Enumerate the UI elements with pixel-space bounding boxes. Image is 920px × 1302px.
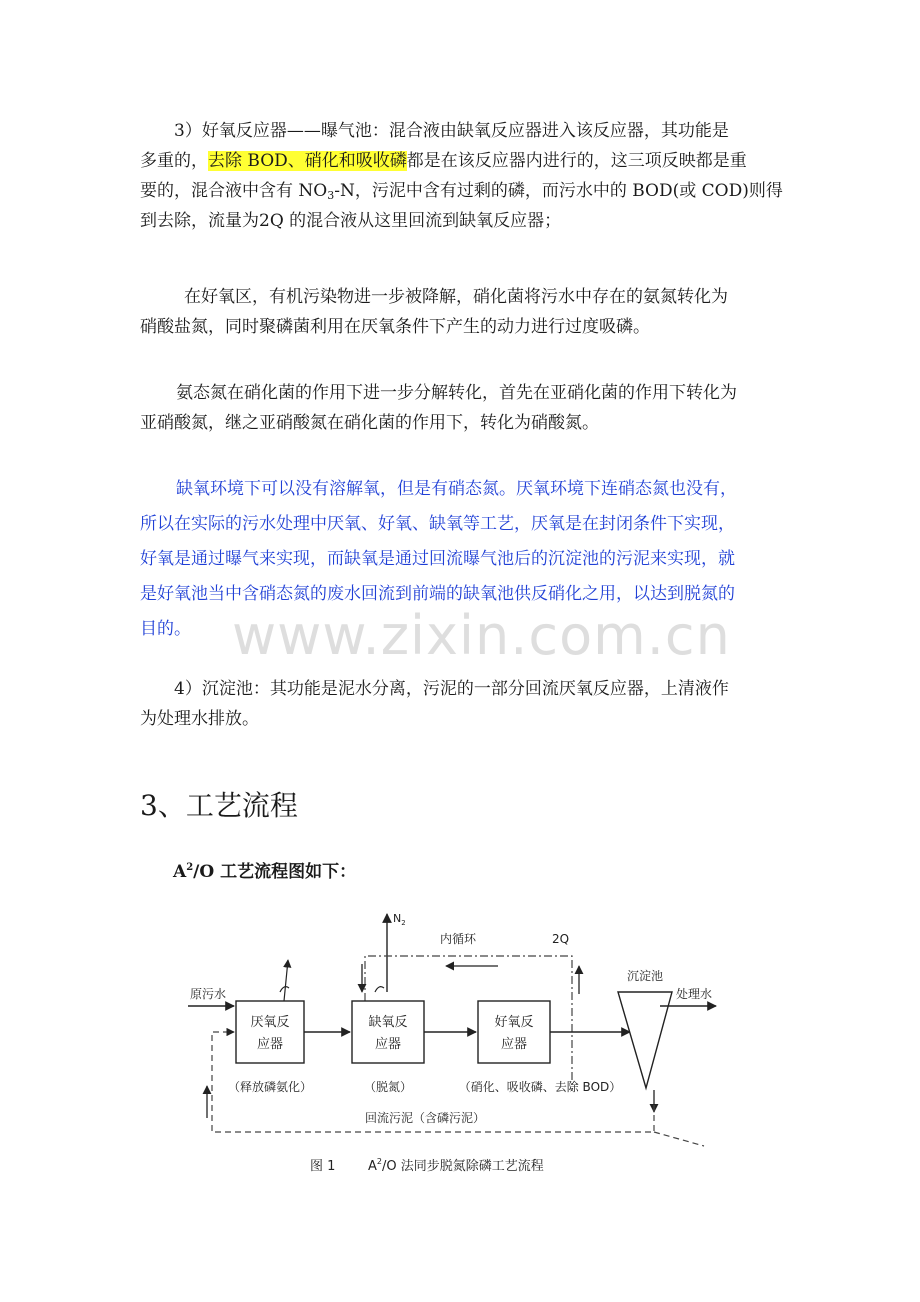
text-line: 3）好氧反应器——曝气池：混合液由缺氧反应器进入该反应器，其功能是 <box>174 121 729 141</box>
paragraph-aerobic-zone <box>140 282 785 342</box>
return-sludge-label: 回流污泥（含磷污泥） <box>364 1111 486 1125</box>
text-line: 到去除，流量为2Q 的混合液从这里回流到缺氧反应器； <box>140 211 562 231</box>
paragraph-aerobic-reactor <box>140 116 785 236</box>
text-line: 硝酸盐氮，同时聚磷菌利用在厌氧条件下产生的动力进行过度吸磷。 <box>140 317 650 337</box>
text-span: 都是在该反应器内进行的，这三项反映都是重 <box>406 151 747 171</box>
diagram-intro <box>173 857 356 882</box>
treated-water-label: 处理水 <box>676 987 713 1001</box>
text-line: 所以在实际的污水处理中厌氧、好氧、缺氧等工艺，厌氧是在封闭条件下实现， <box>140 514 735 534</box>
aerobic-note: （硝化、吸收磷、去除 BOD） <box>458 1080 622 1094</box>
watermark: www.zixin.com.cn <box>232 604 731 667</box>
text-span: 多重的， <box>140 151 208 171</box>
text-line: 亚硝酸氮，继之亚硝酸氮在硝化菌的作用下，转化为硝酸氮。 <box>140 413 599 433</box>
aerobic-reactor-label: 好氧反 <box>494 1015 534 1030</box>
text-span: /O 工艺流程图如下： <box>193 862 357 882</box>
mixer-icon <box>375 987 384 992</box>
figure-caption: $A^2/O$ 法同步脱氮除磷工艺流程 <box>368 1157 544 1174</box>
text-span: 要的，混合液中含有 NO <box>140 181 328 201</box>
section-heading: 3、工艺流程 <box>140 789 298 822</box>
text-line: 好氧是通过曝气来实现，而缺氧是通过回流曝气池后的沉淀池的污泥来实现，就 <box>140 549 735 569</box>
text-span: A <box>173 862 187 882</box>
internal-cycle-label: 内循环 <box>440 932 477 946</box>
text-line: 氨态氮在硝化菌的作用下进一步分解转化，首先在亚硝化菌的作用下转化为 <box>176 383 737 403</box>
paragraph-ammonia <box>140 378 785 438</box>
anoxic-reactor-box <box>352 1001 424 1063</box>
anoxic-note: （脱氮） <box>363 1080 413 1094</box>
raw-water-label: 原污水 <box>190 987 227 1001</box>
text-line: 是好氧池当中含硝态氮的废水回流到前端的缺氧池供反硝化之用，以达到脱氮的 <box>140 584 735 604</box>
anaerobic-vent-arrow <box>284 960 288 1001</box>
text-line: 缺氧环境下可以没有溶解氧，但是有硝态氮。厌氧环境下连硝态氮也没有， <box>176 479 737 499</box>
subscript: 3 <box>327 189 335 202</box>
highlighted-text: 去除 BOD、硝化和吸收磷 <box>208 151 407 171</box>
text-line: 在好氧区，有机污染物进一步被降解，硝化菌将污水中存在的氨氮转化为 <box>184 287 728 307</box>
flow-2q-label: 2Q <box>552 932 570 946</box>
n2-label: $N_2$ <box>393 912 406 927</box>
text-line <box>140 176 785 206</box>
text-line: 4）沉淀池：其功能是泥水分离，污泥的一部分回流厌氧反应器，上清液作 <box>174 679 729 699</box>
aerobic-reactor-box <box>478 1001 550 1063</box>
figure-number: 图 1 <box>310 1159 336 1174</box>
anaerobic-reactor-label: 应器 <box>256 1037 284 1052</box>
anaerobic-note: （释放磷氨化） <box>227 1080 313 1094</box>
anoxic-reactor-label: 缺氧反 <box>368 1015 408 1030</box>
anaerobic-reactor-box <box>236 1001 304 1063</box>
text-span: -N，污泥中含有过剩的磷，而污水中的 BOD(或 COD)则得 <box>334 181 783 201</box>
settling-tank-label: 沉淀池 <box>627 969 664 983</box>
superscript: 2 <box>186 862 194 873</box>
paragraph-settling-tank <box>140 674 785 734</box>
aerobic-reactor-label: 应器 <box>500 1037 528 1052</box>
text-line <box>140 146 785 176</box>
anaerobic-reactor-label: 厌氧反 <box>250 1015 290 1030</box>
process-flow-diagram <box>180 900 720 1180</box>
excess-sludge-line <box>654 1132 704 1146</box>
text-line: 目的。 <box>140 619 191 639</box>
anoxic-reactor-label: 应器 <box>374 1037 402 1052</box>
text-line: 为处理水排放。 <box>140 709 259 729</box>
